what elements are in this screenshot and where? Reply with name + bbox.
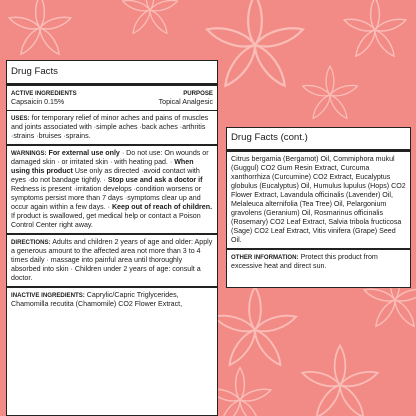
purpose-heading: PURPOSE <box>183 90 213 97</box>
keep-out-of-reach-heading: Keep out of reach of children. <box>111 203 213 211</box>
flower-outline <box>121 0 178 36</box>
stop-use-heading: Stop use and ask a doctor if <box>107 176 203 184</box>
other-information-heading: OTHER INFORMATION: <box>231 254 299 261</box>
active-ingredients-section <box>7 86 217 111</box>
panel-title: Drug Facts <box>7 61 217 86</box>
warnings-heading: WARNINGS: <box>11 150 47 157</box>
other-information-section <box>227 250 410 274</box>
ingredient-purpose: Topical Analgesic <box>158 98 213 106</box>
flower-outline <box>301 66 358 120</box>
active-ingredient: Capsaicin 0.15% <box>11 98 65 106</box>
warnings-text: If product is swallowed, get medical help or contact a Poison Control Center right away. <box>11 212 201 229</box>
flower-outline <box>205 0 305 90</box>
inactive-ingredients-text: Caprylic/Capric Triglycerides, Chamomilla recutita (Chamomile) CO2 Flower Extract, <box>11 291 183 308</box>
uses-heading: USES: <box>11 115 30 122</box>
inactive-ingredients-section <box>7 288 217 312</box>
warnings-text: · Do not use: On wounds or damaged skin · or irritated skin · with heating pad. · <box>11 149 209 166</box>
flower-outline <box>8 0 72 57</box>
warnings-section <box>7 146 217 235</box>
warnings-text: Redness is present ·irritation develops ·condition worsens or symptoms persist more than 7 days ·symptoms clear up and occur again within a few days. · <box>11 185 202 211</box>
ingredients-text: Citrus bergamia (Bergamot) Oil, Commiphora mukul (Guggul) CO2 Gum Resin Extract, Curcuma xanthorrhiza (Curcumine) CO2 Extract, Eucalyptus globulus (Eucalyptus) Oil, Humulus lupulus (Hops) CO2 Flower Extract, Lavandula officinalis (Lavender) Oil, Melaleuca alternifolia (Tea Tree) Oil, Pelargonium gravolens (Geranium) Oil, Rosmarinus officinalis (Rosemary) CO2 Leaf Extract, Salvia tribola fructicosa (Sage) CO2 Leaf Extract, Vitis vinifera (Grape) Seed Oil. <box>231 155 406 244</box>
flower-outline <box>301 345 380 416</box>
flower-outline <box>343 0 407 59</box>
inactive-ingredients-heading: INACTIVE INGREDIENTS: <box>11 292 85 299</box>
external-use-warning: For external use only <box>46 149 120 157</box>
drug-facts-panel <box>6 60 218 416</box>
inactive-ingredients-continued <box>227 152 410 250</box>
drug-facts-continued-panel <box>226 127 411 288</box>
directions-text: Adults and children 2 years of age and older: Apply a generous amount to the affected area not more than 3 to 4 times daily · massage into painful area until thoroughly absorbed into skin · Children under 2 years of age: consult a doctor. <box>11 238 213 282</box>
uses-text: for temporary relief of minor aches and pains of muscles and joints associated with ·simple aches ·back aches ·arthritis ·strains ·bruises ·sprains. <box>11 114 209 140</box>
warnings-text: Use only as directed ·avoid contact with eyes ·do not bandage tightly. · <box>11 167 200 184</box>
directions-section <box>7 235 217 288</box>
panel-title: Drug Facts (cont.) <box>227 128 410 152</box>
directions-heading: DIRECTIONS: <box>11 239 51 246</box>
uses-section <box>7 111 217 146</box>
other-information-text: Protect this product from excessive heat and direct sun. <box>231 253 378 270</box>
flower-outline <box>212 287 298 369</box>
active-ingredients-heading: ACTIVE INGREDIENTS <box>11 90 77 97</box>
when-using-heading: When using this product <box>11 158 194 175</box>
